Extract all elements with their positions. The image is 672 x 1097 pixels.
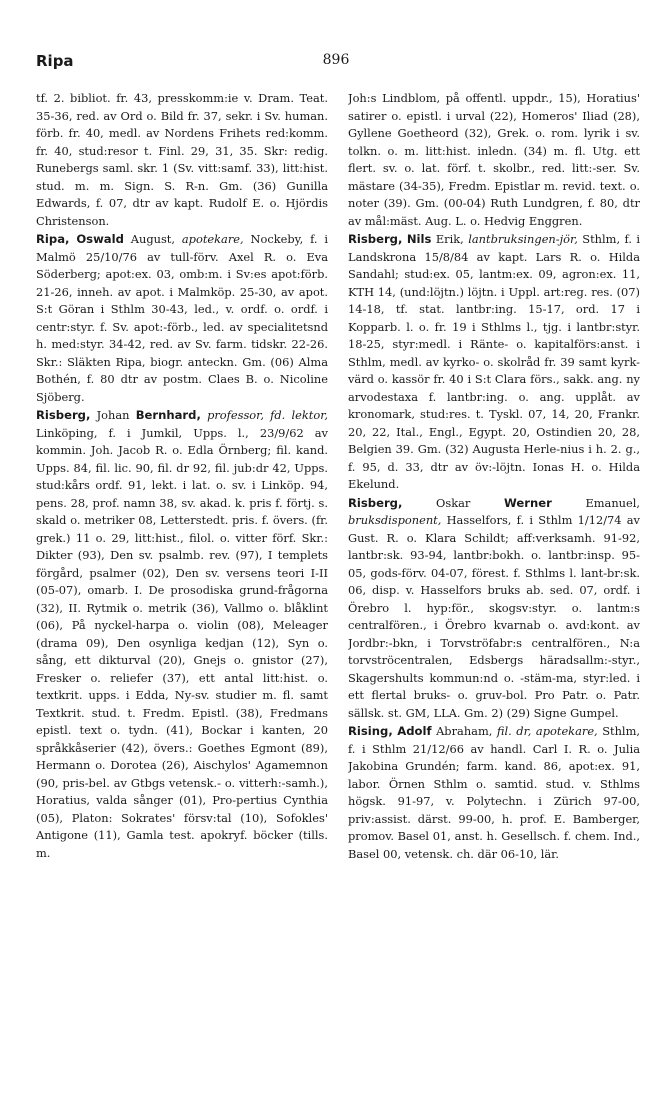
entry-surname: Risberg,: [348, 232, 403, 246]
entry-body: Sthlm, f. i Landskrona 15/8/84 av kapt. Lars R. o. Hilda Sandahl; stud:ex. 05, lantm:ex. 09, agron:ex. 11, KTH 14, (und:löjtn.) löjtn. i Uppl. art:reg. res. (07) 14-18, tf. stat. lantbr:ing. 15-17, ord. 17 i Kopparb. l. o. fr. 19 i Sthlms l., tjg. i lantbr:styr. 18-25, styr:medl. i Ränte- o. kapitalförs:anst. i Sthlm, medl. av kyrko- o. skolråd fr. 39 samt kyrk-värd o. kassör fr. 40 i S:t Clara förs., sakk. ang. ny arvodestaxa f. lantbr:ing. o. ang. upplåt. av kronomark, stud:res. t. Tyskl. 07, 14, 20, Frankr. 20, 22, Ital., Engl., Egypt. 20, Ostindien 20, 28, Belgien 39. Gm. (32) Augusta Herle-nius i h. 2. g., f. 95, d. 33, dtr av öv:-löjtn. Ionas H. o. Hilda Ekelund.: [348, 232, 640, 491]
entry-ripa-oswald: [36, 231, 328, 406]
entry-surname: Risberg,: [348, 495, 403, 510]
entry-risberg-nils: [348, 231, 640, 494]
page-header: [36, 52, 636, 82]
entry-given-names-pre: Johan: [96, 408, 130, 422]
entry-body: Linköping, f. i Jumkil, Upps. l., 23/9/62 av kommin. Joh. Jacob R. o. Edla Örnberg; fil. kand. Upps. 84, fil. lic. 90, fil. dr 92, fil. jub:dr 42, Upps. stud:kårs ordf. 91, lekt. i lat. o. sv. i Linköp. 94, pens. 28, prof. namn 38, sv. akad. k. pris f. förtj. s. skald o. metriker 08, Letterstedt. pris. f. övers. (fr. grek.) 11 o. 29, litt:hist., filol. o. vitter förf. Skr.: Dikter (93), Den sv. psalmb. rev. (97), I templets förgård, psalmer (02), Den sv. versens teori I-II (05-07), omarb. I. De prosodiska grund-frågorna (32), II. Rytmik o. metrik (36), Vallmo o. blåklint (06), På nyckel-harpa o. violin (08), Meleager (drama 09), Den osynliga kedjan (12), Syn o. sång, ett dikturval (20), Gnejs o. gnistor (27), Fresker o. reliefer (37), ett antal litt:hist. o. textkrit. upps. i Edda, Ny-sv. studier m. fl. samt Textkrit. stud. t. Fredm. Epistl. (38), Fredmans epistl. text o. tydn. (41), Bockar i kanten, 20 språkkåserier (42), övers.: Goethes Egmont (89), Hermann o. Dorotea (26), Aischylos' Agamemnon (90, pris-bel. av Gtbgs vetensk.- o. vitterh:-samh.), Horatius, valda sånger (01), Pro-pertius Cynthia (05), Platon: Sokrates' försv:tal (10), Sofokles' Antigone (11), Gamla test. apokryf. böcker (tills. m.: [36, 425, 328, 860]
entry-continuation: [348, 90, 640, 230]
left-column: [36, 90, 328, 1085]
entry-body: Joh:s Lindblom, på offentl. uppdr., 15), Horatius' satirer o. epistl. i urval (22), Homeros' Iliad (28), Gyllene Goetheord (32), Grek. o. rom. lyrik i sv. tolkn. o. m. litt:hist. inledn. (34) m. fl. Utg. ett flert. sv. o. lat. förf. t. skolbr., red. litt:-ser. Sv. mästare (34-35), Fredm. Epistlar m. revid. text. o. noter (39). Gm. (00-04) Ruth Lundgren, f. 80, dtr av mål:mäst. Aug. L. o. Hedvig Enggren.: [348, 91, 640, 228]
entry-surname: Risberg,: [36, 408, 91, 422]
running-head: Ripa: [36, 52, 74, 70]
entry-surname: Rising,: [348, 724, 393, 738]
entry-title: lantbruksingen-jör,: [468, 232, 578, 246]
right-column: [348, 90, 640, 1085]
entry-risberg-werner: [348, 495, 640, 723]
entry-surname: Ripa,: [36, 232, 70, 246]
entry-body: Sthlm, f. i Sthlm 21/12/66 av handl. Carl I. R. o. Julia Jakobina Grundén; farm. kand. 86, apot:ex. 91, labor. Örnen Sthlm o. samtid. stud. v. Sthlms högsk. 91-97, v. Polytechn. i Zürich 97-00, priv:assist. därst. 99-00, h. prof. E. Bamberger, promov. Basel 01, anst. h. Gesellsch. f. chem. Ind., Basel 00, vetensk. ch. där 06-10, lär.: [348, 724, 640, 861]
entry-given-names: Abraham,: [436, 724, 493, 738]
entry-callname: Werner: [504, 495, 552, 510]
entry-given-names: Erik,: [435, 232, 464, 246]
entry-title: professor, fd. lektor,: [207, 408, 328, 422]
entry-callname: Oswald: [76, 232, 124, 246]
page-number: 896: [322, 52, 350, 68]
entry-body: Nockeby, f. i Malmö 25/10/76 av tull-förv. Axel R. o. Eva Söderberg; apot:ex. 03, omb:m. i Sv:es apot:förb. 21-26, inneh. av apot. i Malmköp. 25-30, av apot. S:t Göran i Sthlm 30-43, led., v. ordf. o. ordf. i centr:styr. f. Sv. apot:-förb., led. av specialitetsnd h. med:styr. 34-42, red. av Sv. farm. tidskr. 22-26. Skr.: Släkten Ripa, biogr. anteckn. Gm. (06) Alma Bothén, f. 80 dtr av postm. Claes B. o. Nicoline Sjöberg.: [36, 232, 328, 404]
text-columns: [36, 90, 640, 1085]
entry-title: bruksdisponent,: [348, 513, 442, 527]
entry-given-names: Emanuel,: [585, 495, 640, 510]
entry-body: tf. 2. bibliot. fr. 43, presskomm:ie v. Dram. Teat. 35-36, red. av Ord o. Bild fr. 37, sekr. i Sv. human. förb. fr. 40, medl. av Nordens Frihets red:komm. fr. 40, stud:resor t. Finl. 29, 31, 35. Skr: redig. Runebergs saml. skr. 1 (Sv. vitt:samf. 33), litt:hist. stud. m. m. Sign. S. R-n. Gm. (36) Gunilla Edwards, f. 07, dtr av kapt. Rudolf E. o. Hjördis Christenson.: [36, 91, 328, 228]
entry-risberg-bernhard: [36, 407, 328, 862]
entry-rising-adolf: [348, 723, 640, 863]
entry-callname: Adolf: [397, 724, 432, 738]
entry-given-names: August,: [130, 232, 175, 246]
entry-body: Hasselfors, f. i Sthlm 1/12/74 av Gust. R. o. Klara Schildt; aff:verksamh. 91-92, lantbr:sk. 93-94, lantbr:bokh. o. lantbr:insp. 95-05, gods-förv. 04-07, förest. f. Sthlms l. lant-br:sk. 06, disp. v. Hasselfors bruks ab. sed. 07, ordf. i Örebro l. hyp:för., skogsv:styr. o. lantm:s centralfören., i Örebro kvarnab o. avd:kont. av Jordbr:-bkn, i Torvströfabr:s centralfören., N:a torvströcentralen, Edsbergs häradsallm:-styr., Skagershults kommun:nd o. -stäm-ma, styr:led. i ett flertal bruks- o. gruv-bol. Pro Patr. o. Patr. sällsk. st. GM, LLA. Gm. 2) (29) Signe Gumpel.: [348, 513, 640, 720]
entry-given-names-pre: Oskar: [436, 495, 471, 510]
entry-title: fil. dr, apotekare,: [496, 724, 598, 738]
entry-callname: Bernhard,: [135, 408, 201, 422]
entry-continuation: [36, 90, 328, 230]
entry-callname: Nils: [406, 232, 432, 246]
entry-title: apotekare,: [181, 232, 244, 246]
